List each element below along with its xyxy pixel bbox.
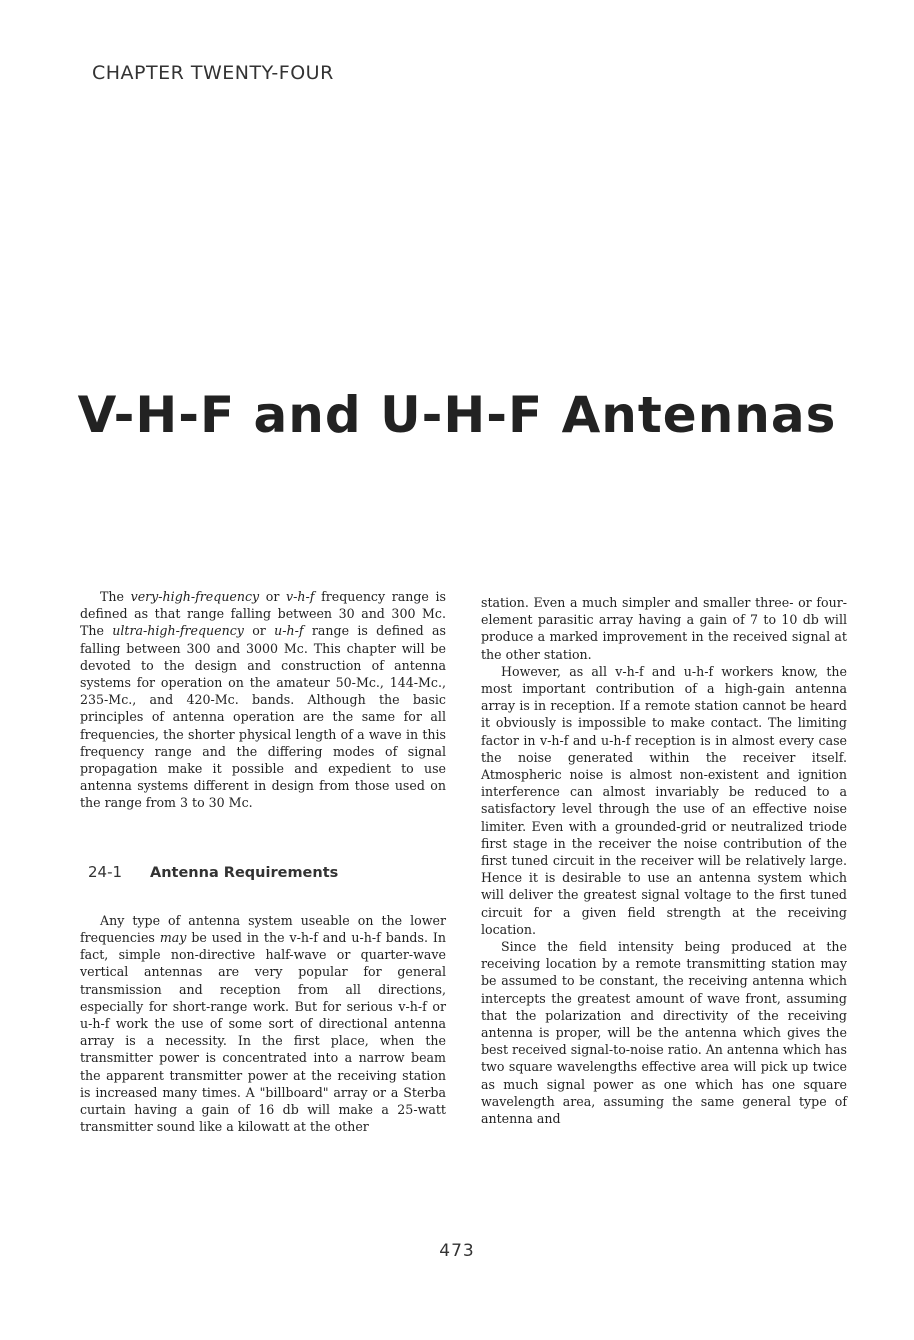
term-vhf: v-h-f	[286, 589, 315, 604]
section-heading	[80, 864, 446, 882]
emphasis-may: may	[159, 930, 187, 946]
intro-paragraph: The very-high-frequency or v-h-f frequency range is defined as that range falling between 30 and 300 Mc. The ultra-high-frequency or u-h-f range is defined as falling between 300 and 3000 Mc. This chapter will be devoted to the design and construction of antenna systems for operation on the amateur 50-Mc., 144-Mc., 235-Mc., and 420-Mc. bands. Although the basic principles of antenna operation are the same for all frequencies, the shorter physical length of a wave in this frequency range and the differing modes of signal propagation make it possible and expedient to use antenna systems different in design from those used on the range from 3 to 30 Mc.	[80, 589, 447, 811]
section-number: 24-1	[88, 862, 123, 881]
continuation-paragraph: station. Even a much simpler and smaller three- or four-element parasitic array having a gain of 7 to 10 db will produce a marked improvement in the received signal at the other station.	[481, 595, 847, 662]
right-column	[481, 594, 847, 1127]
page-number: 473	[439, 1241, 475, 1261]
left-column	[80, 588, 446, 1135]
page-title: V-H-F and U-H-F Antennas	[77, 386, 837, 444]
term-uhf: u-h-f	[274, 623, 304, 639]
section-title: Antenna Requirements	[150, 864, 339, 881]
term-vhf-full: very-high-frequency	[130, 589, 260, 604]
reception-paragraph: However, as all v-h-f and u-h-f workers know, the most important contribution of a high-gain antenna array is in reception. If a remote station cannot be heard it obviously is impossible to make contact. The limiting factor in v-h-f and u-h-f reception is in almost every case the noise generated within the receiver itself. Atmospheric noise is almost non-existent and ignition interference can almost invariably be reduced to a satisfactory level through the use of an effective noise limiter. Even with a grounded-grid or neutralized triode first stage in the receiver the noise contribution of the first tuned circuit in the receiver will be relatively large. Hence it is desirable to use an antenna system which will deliver the greatest signal voltage to the first tuned circuit for a given field strength at the receiving location.	[481, 663, 847, 937]
term-uhf-full: ultra-high-frequency	[112, 623, 244, 639]
field-intensity-paragraph: Since the field intensity being produced at the receiving location by a remote transmitting station may be assumed to be constant, the receiving antenna which intercepts the greatest amount of wave front, assuming that the polarization and directivity of the receiving antenna is proper, will be the antenna which gives the best received signal-to-noise ratio. An antenna which has two square wavelengths effective area will pick up twice as much signal power as one which has one square wavelength area, assuming the same general type of antenna and	[481, 939, 847, 1127]
chapter-label: CHAPTER TWENTY-FOUR	[92, 62, 334, 84]
requirements-paragraph: Any type of antenna system useable on the lower frequencies may be used in the v-h-f and u-h-f bands. In fact, simple non-directive half-wave or quarter-wave vertical antennas are very popular for general transmission and reception from all directions, especially for short-range work. But for serious v-h-f or u-h-f work the use of some sort of directional antenna array is a necessity. In the first place, when the transmitter power is concentrated into a narrow beam the apparent transmitter power at the receiving station is increased many times. A "billboard" array or a Sterba curtain having a gain of 16 db will make a 25-watt transmitter sound like a kilowatt at the other	[80, 912, 446, 1135]
